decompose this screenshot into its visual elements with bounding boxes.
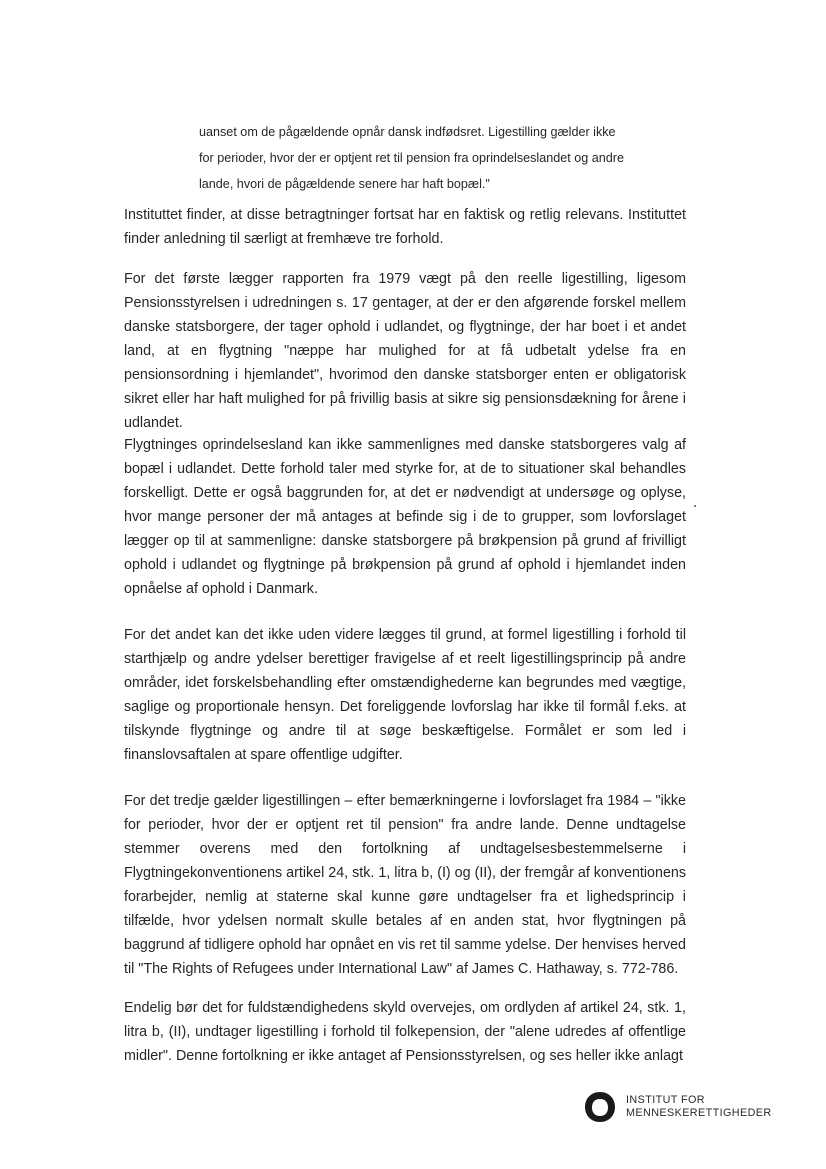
paragraph-first-point: For det første lægger rapporten fra 1979 vægt på den reelle ligestilling, ligesom Pensionsstyrelsen i udredningen s. 17 gentager, at der er den afgørende forskel mellem danske statsborgere, der tager ophold i udlandet, og flygtninge, der har boet i et andet land, at en flygtning "næppe har mulighed for at få udbetalt ydelse fra en pensionsordning i hjemlandet", hvorimod den danske statsborger enten er obligatorisk sikret eller har haft mulighed for på frivillig basis at sikre sig pensionsdækning for årene i udlandet. — [124, 271, 686, 431]
institute-logo — [582, 1089, 782, 1129]
scan-speck — [694, 505, 696, 507]
paragraph-second-point: For det andet kan det ikke uden videre lægges til grund, at formel ligestilling i forhold til starthjælp og andre ydelser berettiger fravigelse af et reelt ligestillingsprincip på andre områder, idet forskelsbehandling efter omstændighederne kan begrundes med vægtige, saglige og proportionale hensyn. Det foreliggende lovforslag har ikke til formål f.eks. at tilskynde flygtninge og andre til at søge beskæftigelse. Formålet er som led i finanslovsaftalen at spare offentlige udgifter. — [124, 627, 686, 763]
logo-wordmark — [626, 1094, 772, 1120]
logo-line-2: MENNESKERETTIGHEDER — [626, 1107, 772, 1119]
block-quote: uanset om de pågældende opnår dansk indfødsret. Ligestilling gælder ikke for perioder, hvor der er optjent ret til pension fra oprindelseslandet og andre lande, hvori de pågældende senere har haft bopæl." — [199, 125, 624, 191]
paragraph-origin-country: Flygtninges oprindelsesland kan ikke sammenlignes med danske statsborgeres valg af bopæl i udlandet. Dette forhold taler med styrke for, at de to situationer skal behandles forskelligt. Dette er også baggrunden for, at det er nødvendigt at undersøge og oplyse, hvor mange personer der må antages at befinde sig i de to grupper, som lovforslaget lægger op til at sammenligne: danske statsborgere på brøkpension på grund af frivilligt ophold i udlandet og flygtninge på brøkpension på grund af ophold i hjemlandet inden opnåelse af ophold i Danmark. — [124, 437, 686, 597]
ring-logo-icon — [582, 1089, 618, 1125]
paragraph-finally: Endelig bør det for fuldstændighedens skyld overvejes, om ordlyden af artikel 24, stk. 1, litra b, (II), undtager ligestilling i forhold til folkepension, der "alene udredes af offentlige midler". Denne fortolkning er ikke antaget af Pensionsstyrelsen, og ses heller ikke anlagt — [124, 1000, 686, 1064]
logo-line-1: INSTITUT FOR — [626, 1094, 705, 1106]
paragraph-intro: Instituttet finder, at disse betragtninger fortsat har en faktisk og retlig relevans. Instituttet finder anledning til særligt at fremhæve tre forhold. — [124, 207, 686, 247]
paragraph-third-point: For det tredje gælder ligestillingen – efter bemærkningerne i lovforslaget fra 1984 – "ikke for perioder, hvor der er optjent ret til pension" fra andre lande. Denne undtagelse stemmer overens med den fortolkning af undtagelsesbestemmelserne i Flygtningekonventionens artikel 24, stk. 1, litra b, (I) og (II), der fremgår af konventionens forarbejder, nemlig at staterne skal kunne gøre undtagelser fra et lighedsprincip i tilfælde, hvor ydelsen normalt skulle betales af en anden stat, hvor flygtningen på baggrund af tidligere ophold har opnået en vis ret til samme ydelse. Der henvises herved til "The Rights of Refugees under International Law" af James C. Hathaway, s. 772-786. — [124, 793, 686, 977]
